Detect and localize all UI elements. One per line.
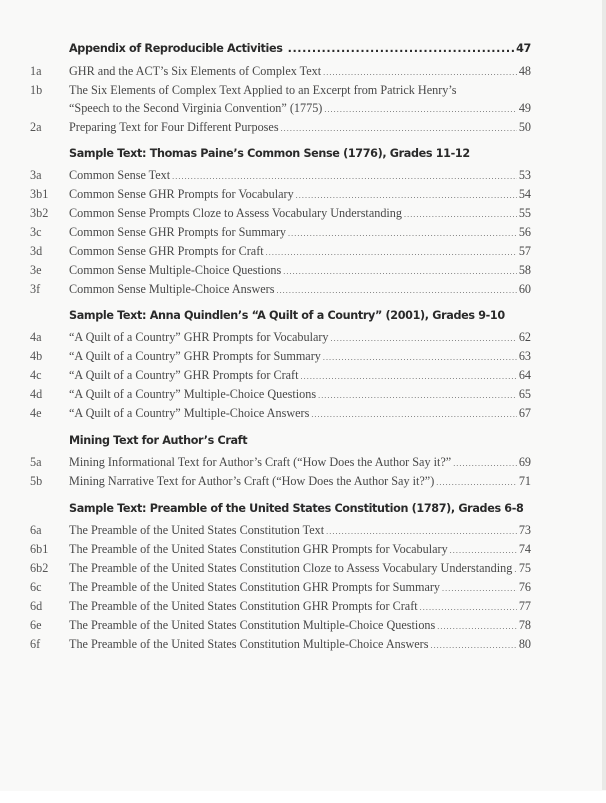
entry-number: 4a — [30, 330, 42, 344]
entry-title: Common Sense GHR Prompts for Summary — [69, 225, 287, 239]
entry-title: “A Quilt of a Country” Multiple-Choice Questions — [69, 387, 317, 401]
entry-number: 6e — [30, 618, 42, 632]
entry-title: “A Quilt of a Country” Multiple-Choice Answers — [69, 406, 310, 420]
dot-leader — [430, 641, 516, 650]
entry-title: GHR and the ACT’s Six Elements of Complex Text — [69, 64, 322, 78]
entry-page: 71 — [518, 474, 531, 488]
entry-title: Common Sense Text — [69, 168, 171, 182]
dot-leader — [450, 546, 517, 555]
dot-leader — [437, 622, 517, 631]
entry-page: 56 — [518, 225, 531, 239]
entry-title: Preparing Text for Four Different Purposes — [69, 120, 279, 134]
heading-title: Sample Text: Anna Quindlen’s “A Quilt of a Country” (2001), Grades 9-10 — [69, 309, 505, 322]
entry-title: Common Sense GHR Prompts for Craft — [69, 244, 264, 258]
entry-page: 63 — [518, 349, 531, 363]
dot-leader — [436, 478, 517, 487]
entry-page: 48 — [518, 64, 531, 78]
entry-page: 53 — [518, 168, 531, 182]
dot-leader — [281, 124, 517, 133]
entry-title: “A Quilt of a Country” GHR Prompts for Summary — [69, 349, 321, 363]
entry-page: 49 — [518, 101, 531, 115]
page-bottom-margin — [0, 791, 606, 803]
entry-number: 2a — [30, 120, 42, 134]
entry-page: 73 — [518, 523, 531, 537]
entry-number: 1b — [30, 83, 43, 97]
entry-number: 5a — [30, 455, 42, 469]
entry-page: 55 — [518, 206, 531, 220]
entry-title: Common Sense Prompts Cloze to Assess Vocabulary Understanding — [69, 206, 402, 220]
dot-leader — [323, 68, 517, 77]
section-heading-quilt-of-a-country — [69, 309, 531, 322]
entry-title-line1: The Six Elements of Complex Text Applied to an Excerpt from Patrick Henry’s — [69, 83, 457, 97]
dot-leader — [453, 459, 517, 468]
entry-number: 6a — [30, 523, 42, 537]
entry-number: 3b2 — [30, 206, 49, 220]
entry-title: The Preamble of the United States Constitution Text — [69, 523, 325, 537]
dot-leader — [172, 172, 517, 181]
entry-title: “A Quilt of a Country” GHR Prompts for Vocabulary — [69, 330, 329, 344]
entry-number: 3d — [30, 244, 43, 258]
dot-leader — [288, 42, 516, 55]
dot-leader — [301, 372, 517, 381]
entry-title: Common Sense GHR Prompts for Vocabulary — [69, 187, 294, 201]
entry-page: 64 — [518, 368, 531, 382]
dot-leader — [324, 105, 516, 114]
entry-page: 60 — [518, 282, 531, 296]
dot-leader — [288, 229, 517, 238]
entry-page: 50 — [518, 120, 531, 134]
dot-leader — [514, 565, 517, 574]
entry-number: 3e — [30, 263, 42, 277]
entry-number: 4c — [30, 368, 42, 382]
entry-number: 3b1 — [30, 187, 49, 201]
entry-number: 4b — [30, 349, 43, 363]
heading-page: 47 — [516, 42, 531, 55]
entry-page: 76 — [518, 580, 531, 594]
entry-number: 6f — [30, 637, 41, 651]
entry-number: 6d — [30, 599, 43, 613]
entry-page: 69 — [518, 455, 531, 469]
dot-leader — [442, 584, 517, 593]
entry-title: Common Sense Multiple-Choice Questions — [69, 263, 282, 277]
entry-page: 74 — [518, 542, 531, 556]
heading-title: Sample Text: Preamble of the United States Constitution (1787), Grades 6-8 — [69, 502, 524, 515]
dot-leader — [318, 391, 517, 400]
dot-leader — [266, 248, 517, 257]
entry-title: Mining Informational Text for Author’s Craft (“How Does the Author Say it?” — [69, 455, 452, 469]
heading-title: Mining Text for Author’s Craft — [69, 434, 248, 447]
entry-number: 6c — [30, 580, 42, 594]
entry-title: The Preamble of the United States Constitution GHR Prompts for Craft — [69, 599, 418, 613]
entry-page: 54 — [518, 187, 531, 201]
entry-title: “A Quilt of a Country” GHR Prompts for Craft — [69, 368, 299, 382]
dot-leader — [311, 410, 516, 419]
entry-page: 57 — [518, 244, 531, 258]
dot-leader — [276, 286, 516, 295]
dot-leader — [404, 210, 517, 219]
entry-page: 77 — [518, 599, 531, 613]
section-heading-common-sense — [69, 147, 531, 160]
page-edge-shadow — [602, 0, 606, 790]
entry-number: 4d — [30, 387, 43, 401]
dot-leader — [331, 334, 517, 343]
dot-leader — [420, 603, 517, 612]
entry-title: Common Sense Multiple-Choice Answers — [69, 282, 275, 296]
entry-title: The Preamble of the United States Constitution Cloze to Assess Vocabulary Understanding — [69, 561, 513, 575]
dot-leader — [283, 267, 517, 276]
entry-title: The Preamble of the United States Constitution GHR Prompts for Summary — [69, 580, 441, 594]
dot-leader — [296, 191, 517, 200]
entry-number: 1a — [30, 64, 42, 78]
entry-title: Mining Narrative Text for Author’s Craft (“How Does the Author Say it?”) — [69, 474, 435, 488]
entry-page: 62 — [518, 330, 531, 344]
section-heading-appendix — [69, 42, 531, 55]
entry-number: 6b1 — [30, 542, 49, 556]
entry-number: 4e — [30, 406, 42, 420]
entry-title: The Preamble of the United States Constitution Multiple-Choice Questions — [69, 618, 436, 632]
entry-title: The Preamble of the United States Constitution GHR Prompts for Vocabulary — [69, 542, 448, 556]
section-heading-mining-text — [69, 434, 531, 447]
entry-page: 75 — [518, 561, 531, 575]
entry-number: 3f — [30, 282, 41, 296]
entry-number: 6b2 — [30, 561, 49, 575]
entry-page: 78 — [518, 618, 531, 632]
entry-page: 65 — [518, 387, 531, 401]
entry-number: 3c — [30, 225, 42, 239]
entry-title: The Preamble of the United States Constitution Multiple-Choice Answers — [69, 637, 429, 651]
entry-page: 58 — [518, 263, 531, 277]
entry-page: 80 — [518, 637, 531, 651]
section-heading-preamble — [69, 502, 531, 515]
entry-title: “Speech to the Second Virginia Convention” (1775) — [69, 101, 323, 115]
dot-leader — [323, 353, 517, 362]
entry-number: 3a — [30, 168, 42, 182]
entry-page: 67 — [518, 406, 531, 420]
heading-title: Appendix of Reproducible Activities — [69, 42, 283, 55]
dot-leader — [326, 527, 517, 536]
entry-number: 5b — [30, 474, 43, 488]
heading-title: Sample Text: Thomas Paine’s Common Sense (1776), Grades 11-12 — [69, 147, 470, 160]
